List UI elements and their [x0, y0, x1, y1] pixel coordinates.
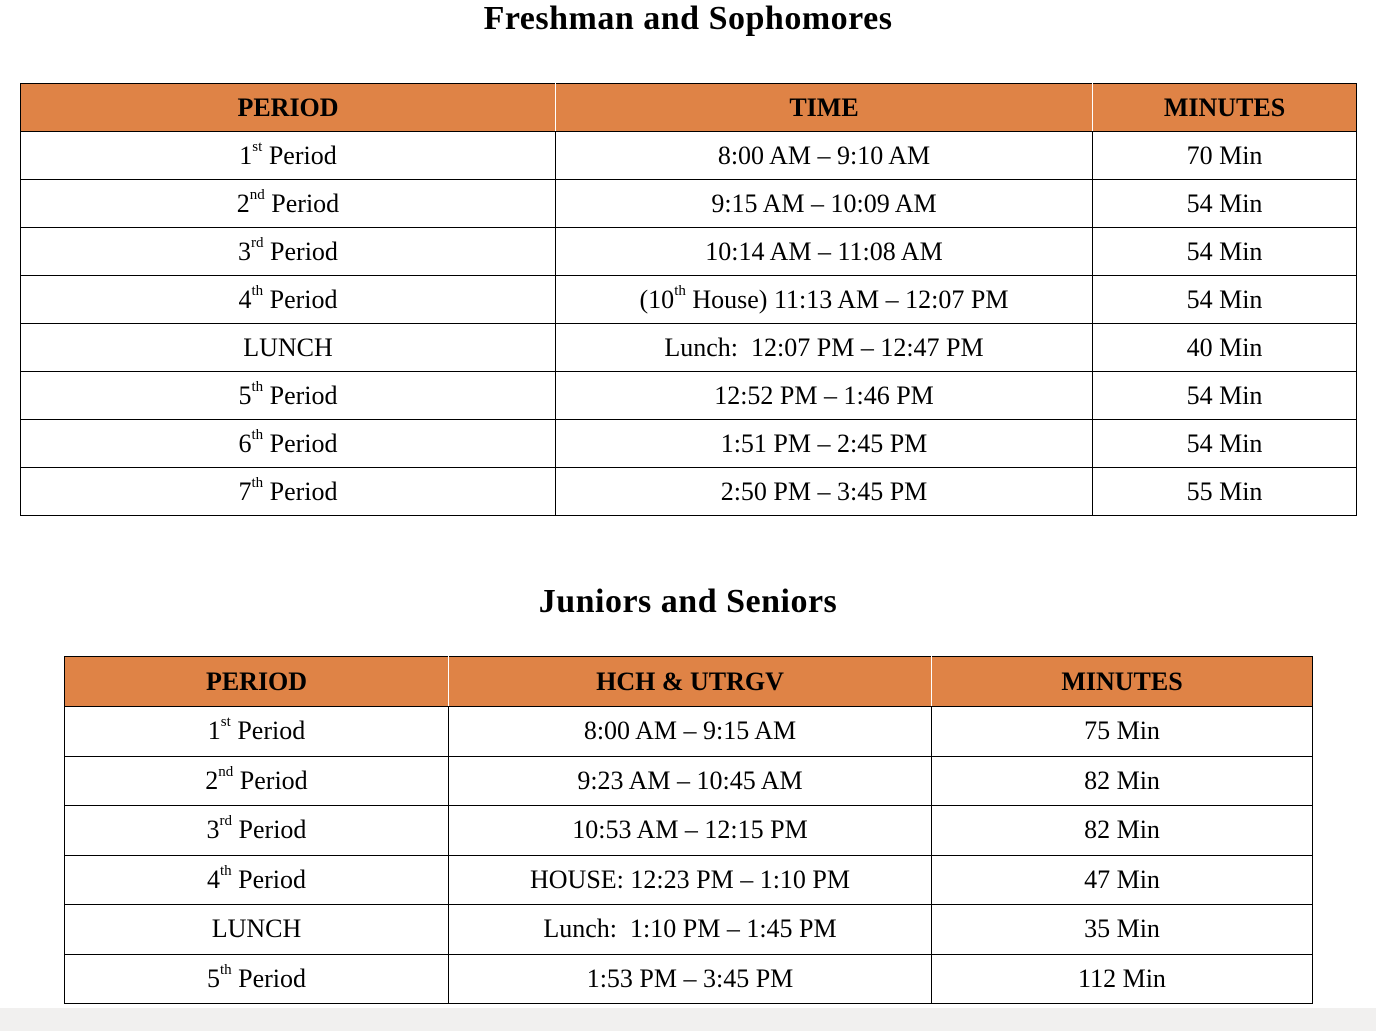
table-row: [21, 180, 1357, 228]
period-cell: [21, 372, 556, 420]
period-text: 3: [238, 236, 252, 266]
minutes-cell: 82 Min: [932, 756, 1313, 806]
table-row: [65, 855, 1313, 905]
period-text: LUNCH: [211, 914, 302, 944]
time-text: (10: [639, 284, 675, 314]
minutes-cell: 47 Min: [932, 855, 1313, 905]
period-cell: [65, 756, 449, 806]
period-cell: [65, 707, 449, 757]
time-cell: [449, 855, 932, 905]
juniors-seniors-schedule-table: [64, 656, 1313, 1004]
time-text: 9:23 AM – 10:45 AM: [577, 765, 803, 795]
juniors-seniors-title: Juniors and Seniors: [538, 583, 838, 620]
period-text-rest: Period: [263, 428, 338, 458]
period-cell: [21, 180, 556, 228]
time-text: 1:53 PM – 3:45 PM: [586, 963, 794, 993]
ordinal-suffix: rd: [219, 813, 233, 830]
period-text: 4: [206, 864, 220, 894]
period-text-rest: Period: [263, 476, 338, 506]
header-minutes: MINUTES: [932, 657, 1313, 707]
table-row: [21, 372, 1357, 420]
period-cell: [21, 276, 556, 324]
ordinal-suffix: th: [251, 378, 264, 395]
minutes-cell: 82 Min: [932, 806, 1313, 856]
table-header-row: [21, 84, 1357, 132]
minutes-cell: 112 Min: [932, 954, 1313, 1004]
header-period: PERIOD: [21, 84, 556, 132]
time-cell: [556, 228, 1093, 276]
ordinal-suffix: th: [251, 474, 264, 491]
minutes-cell: 54 Min: [1093, 372, 1357, 420]
period-cell: [65, 806, 449, 856]
period-text-rest: Period: [263, 236, 338, 266]
time-cell: [449, 954, 932, 1004]
time-text-rest: House) 11:13 AM – 12:07 PM: [685, 284, 1009, 314]
period-text: 1: [207, 716, 221, 746]
ordinal-suffix: th: [251, 282, 264, 299]
minutes-cell: 54 Min: [1093, 180, 1357, 228]
table-row: [21, 276, 1357, 324]
minutes-cell: 54 Min: [1093, 420, 1357, 468]
table-row: [65, 756, 1313, 806]
period-text: 5: [206, 963, 220, 993]
period-text: 2: [236, 188, 250, 218]
time-cell: [449, 707, 932, 757]
ordinal-suffix: nd: [218, 763, 234, 780]
time-text: 8:00 AM – 9:15 AM: [583, 716, 797, 746]
table-row: [65, 954, 1313, 1004]
period-text-rest: Period: [263, 380, 338, 410]
ordinal-suffix: th: [219, 961, 232, 978]
period-text: 3: [206, 815, 220, 845]
period-text-rest: Period: [263, 284, 338, 314]
period-text-rest: Period: [262, 140, 337, 170]
ordinal-suffix: nd: [249, 186, 265, 203]
header-minutes: MINUTES: [1093, 84, 1357, 132]
table-row: [21, 132, 1357, 180]
minutes-cell: 70 Min: [1093, 132, 1357, 180]
time-text: 9:15 AM – 10:09 AM: [711, 188, 937, 218]
period-text-rest: Period: [231, 963, 307, 993]
ordinal-suffix: th: [219, 862, 232, 879]
table-row: [65, 707, 1313, 757]
time-text: 2:50 PM – 3:45 PM: [720, 476, 928, 506]
table-row: [21, 324, 1357, 372]
time-text: Lunch: 12:07 PM – 12:47 PM: [664, 332, 984, 362]
period-cell: [65, 905, 449, 955]
period-text-rest: Period: [233, 765, 308, 795]
header-time: TIME: [556, 84, 1093, 132]
period-text-rest: Period: [232, 815, 307, 845]
table-row: [65, 806, 1313, 856]
time-text: 10:14 AM – 11:08 AM: [705, 236, 943, 266]
table-row: [21, 468, 1357, 516]
period-cell: [21, 228, 556, 276]
ordinal-suffix: rd: [251, 234, 264, 251]
time-cell: [556, 420, 1093, 468]
period-text: 5: [238, 380, 252, 410]
period-text: 6: [238, 428, 252, 458]
time-cell: [556, 180, 1093, 228]
table-header-row: [65, 657, 1313, 707]
table-row: [65, 905, 1313, 955]
minutes-cell: 54 Min: [1093, 276, 1357, 324]
period-text: 4: [238, 284, 252, 314]
time-cell: [556, 372, 1093, 420]
minutes-cell: 54 Min: [1093, 228, 1357, 276]
period-text: 2: [205, 765, 219, 795]
time-cell: [556, 324, 1093, 372]
ordinal-suffix: st: [220, 714, 231, 731]
time-text: Lunch: 1:10 PM – 1:45 PM: [543, 914, 837, 944]
time-cell: [556, 132, 1093, 180]
minutes-cell: 35 Min: [932, 905, 1313, 955]
period-text-rest: Period: [231, 864, 307, 894]
time-cell: [556, 276, 1093, 324]
time-text: 12:52 PM – 1:46 PM: [714, 380, 934, 410]
time-text: 8:00 AM – 9:10 AM: [717, 140, 931, 170]
time-cell: [556, 468, 1093, 516]
period-text: 7: [238, 476, 252, 506]
time-text: 1:51 PM – 2:45 PM: [720, 428, 928, 458]
minutes-cell: 75 Min: [932, 707, 1313, 757]
minutes-cell: 55 Min: [1093, 468, 1357, 516]
period-text-rest: Period: [230, 716, 306, 746]
time-cell: [449, 806, 932, 856]
time-text: HOUSE: 12:23 PM – 1:10 PM: [530, 864, 850, 894]
table-row: [21, 420, 1357, 468]
period-cell: [21, 468, 556, 516]
minutes-cell: 40 Min: [1093, 324, 1357, 372]
period-text-rest: Period: [264, 188, 340, 218]
period-text: 1: [239, 140, 253, 170]
time-cell: [449, 905, 932, 955]
time-cell: [449, 756, 932, 806]
time-text: 10:53 AM – 12:15 PM: [572, 815, 808, 845]
header-period: PERIOD: [65, 657, 449, 707]
period-text: LUNCH: [243, 332, 333, 362]
period-cell: [65, 855, 449, 905]
header-hch-utrgv: HCH & UTRGV: [449, 657, 932, 707]
period-cell: [65, 954, 449, 1004]
ordinal-suffix: th: [251, 426, 264, 443]
ordinal-suffix: th: [674, 282, 686, 299]
freshman-sophomore-title: Freshman and Sophomores: [483, 0, 893, 37]
period-cell: [21, 324, 556, 372]
period-cell: [21, 420, 556, 468]
ordinal-suffix: st: [252, 138, 263, 155]
period-cell: [21, 132, 556, 180]
freshman-sophomore-schedule-table: [20, 83, 1357, 516]
window-bottom-bar: [0, 1008, 1376, 1031]
table-row: [21, 228, 1357, 276]
